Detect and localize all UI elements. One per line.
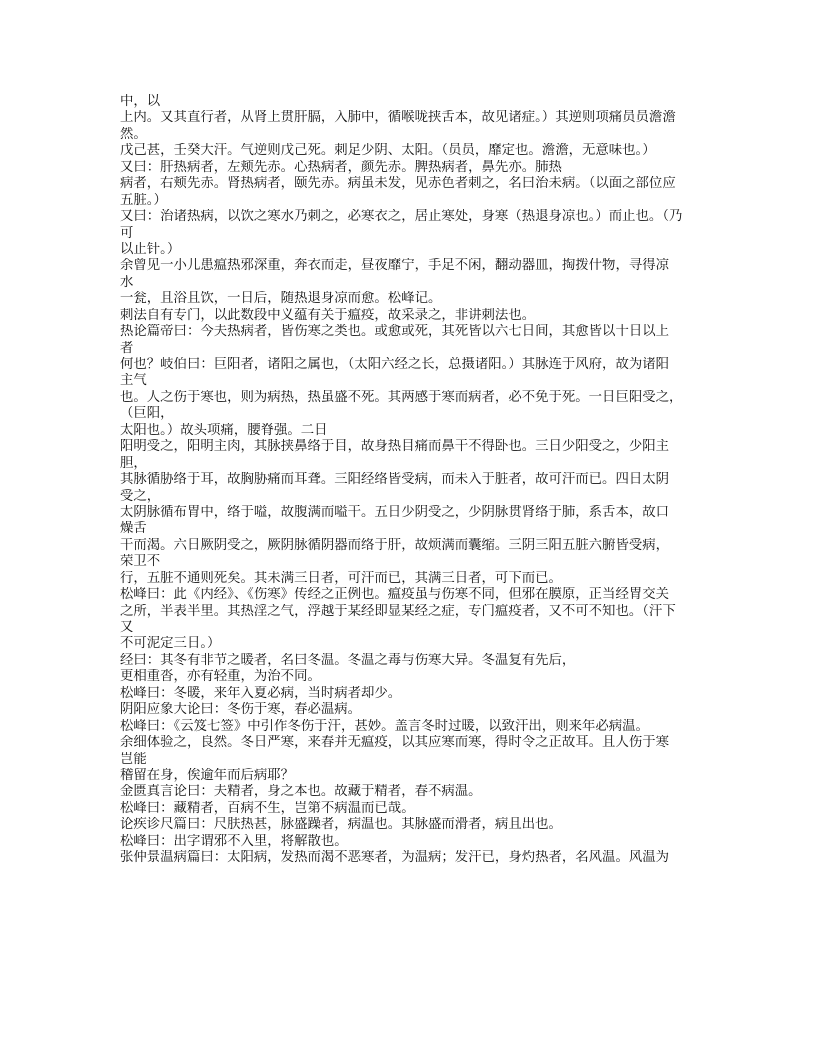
text-line: 干而渴。六日厥阴受之，厥阴脉循阴器而络于肝，故烦满而囊缩。三阴三阳五脏六腑皆受病， [120,537,670,553]
text-line: 松峰曰：冬暖，来年入夏必病，当时病者却少。 [120,685,402,701]
text-line: 张仲景温病篇曰：太阳病，发热而渴不恶寒者，为温病；发汗已，身灼热者，名风温。风温为 [120,850,670,866]
text-line: 病者，右颊先赤。肾热病者，颐先赤。病虽未发，见赤色者刺之，名曰治未病。（以面之部位应 [120,176,676,192]
text-line: 水 [120,274,134,290]
text-line: （巨阳， [120,406,174,422]
text-line: 燥舌 [120,521,147,537]
text-line: 稽留在身，俟逾年而后病耶？ [120,767,295,783]
text-line: 又曰：治诸热病，以饮之寒水乃刺之，必寒衣之，居止寒处，身寒（热退身凉也。）而止也。（乃 [120,209,683,225]
text-line: 太阳也。）故头项痛，腰脊强。二日 [120,422,328,438]
text-line: 行，五脏不通则死矣。其未满三日者，可汗而已，其满三日者，可下而已。 [120,570,562,586]
text-line: 胆， [120,455,147,471]
text-line: 论疾诊尺篇曰：尺肤热甚，脉盛躁者，病温也。其脉盛而滑者，病且出也。 [120,817,562,833]
text-line: 金匮真言论曰：夫精者，身之本也。故藏于精者，春不病温。 [120,784,482,800]
text-line: 松峰曰：《云笈七签》中引作冬伤于汗，甚妙。盖言冬时过暖，以致汗出，则来年必病温。 [120,718,649,734]
text-line: 岂能 [120,751,147,767]
text-line: 热论篇帝曰：今夫热病者，皆伤寒之类也。或愈或死，其死皆以六七日间，其愈皆以十日以上 [120,324,670,340]
text-line: 者 [120,340,134,356]
text-line: 太阴脉循布胃中，络于嗌，故腹满而嗌干。五日少阴受之，少阴脉贯肾络于肺，系舌本，故口 [120,504,670,520]
text-line: 主气 [120,373,147,389]
text-line: 受之， [120,488,161,504]
text-line: 松峰曰：此《内经》、《伤寒》传经之正例也。瘟疫虽与伤寒不同，但邪在膜原，正当经胃交关 [120,587,670,603]
text-line: 荣卫不 [120,554,161,570]
text-line: 之所，半表半里。其热淫之气，浮越于某经即显某经之症，专门瘟疫者，又不可不知也。（汗下 [120,603,676,619]
text-line: 经曰：其冬有非节之暖者，名曰冬温。冬温之毒与伤寒大异。冬温复有先后， [120,652,576,668]
text-line: 余细体验之，良然。冬日严寒，来春并无瘟疫，以其应寒而寒，得时令之正故耳。且人伤于寒 [120,735,670,751]
text-line: 又 [120,620,134,635]
text-line: 松峰曰：出字谓邪不入里，将解散也。 [120,833,348,849]
text-line: 阳明受之，阳明主肉，其脉挟鼻络于目，故身热目痛而鼻干不得卧也。三日少阳受之，少阳主 [120,439,670,455]
text-line: 刺法自有专门，以此数段中义蕴有关于瘟疫，故采录之，非讲刺法也。 [120,307,536,323]
text-line: 不可泥定三日。） [120,636,221,652]
text-line: 五脏。） [120,192,167,208]
text-line: 何也？岐伯曰：巨阳者，诸阳之属也，（太阳六经之长，总摄诸阳。）其脉连于风府，故为诸阳 [120,357,670,372]
text-line: 上内。又其直行者，从肾上贯肝膈，入肺中，循喉咙挟舌本，故见诸症。）其逆则项痛员员澹澹 [120,110,676,126]
text-line: 然。 [120,126,147,142]
text-line: 中，以 [120,94,161,109]
text-line: 以止针。） [120,241,181,257]
text-line: 也。人之伤于寒也，则为病热，热虽盛不死。其两感于寒而病者，必不免于死。一日巨阳受之， [120,389,683,405]
text-line: 阴阳应象大论曰：冬伤于寒，春必温病。 [120,702,362,718]
document-page [120,94,698,867]
text-line: 可 [120,225,134,241]
text-line: 又曰：肝热病者，左颊先赤。心热病者，颜先赤。脾热病者，鼻先亦。肺热 [120,159,562,175]
text-line: 余曾见一小儿患瘟热邪深重，奔衣而走，昼夜靡宁，手足不闲，翻动器皿，掏拨什物，寻得凉 [120,258,670,274]
text-line: 松峰曰：藏精者，百病不生，岂第不病温而已哉。 [120,800,415,816]
text-line: 更相重沓，亦有轻重，为治不同。 [120,669,321,685]
text-line: 其脉循胁络于耳，故胸胁痛而耳聋。三阳经络皆受病，而未入于脏者，故可汗而已。四日太阴 [120,472,670,488]
text-line: 一瓮，且浴且饮，一日后，随热退身凉而愈。松峰记。 [120,291,442,307]
text-line: 戊己甚，壬癸大汗。气逆则戊己死。刺足少阴、太阳。（员员，靡定也。澹澹，无意味也。） [120,143,656,159]
